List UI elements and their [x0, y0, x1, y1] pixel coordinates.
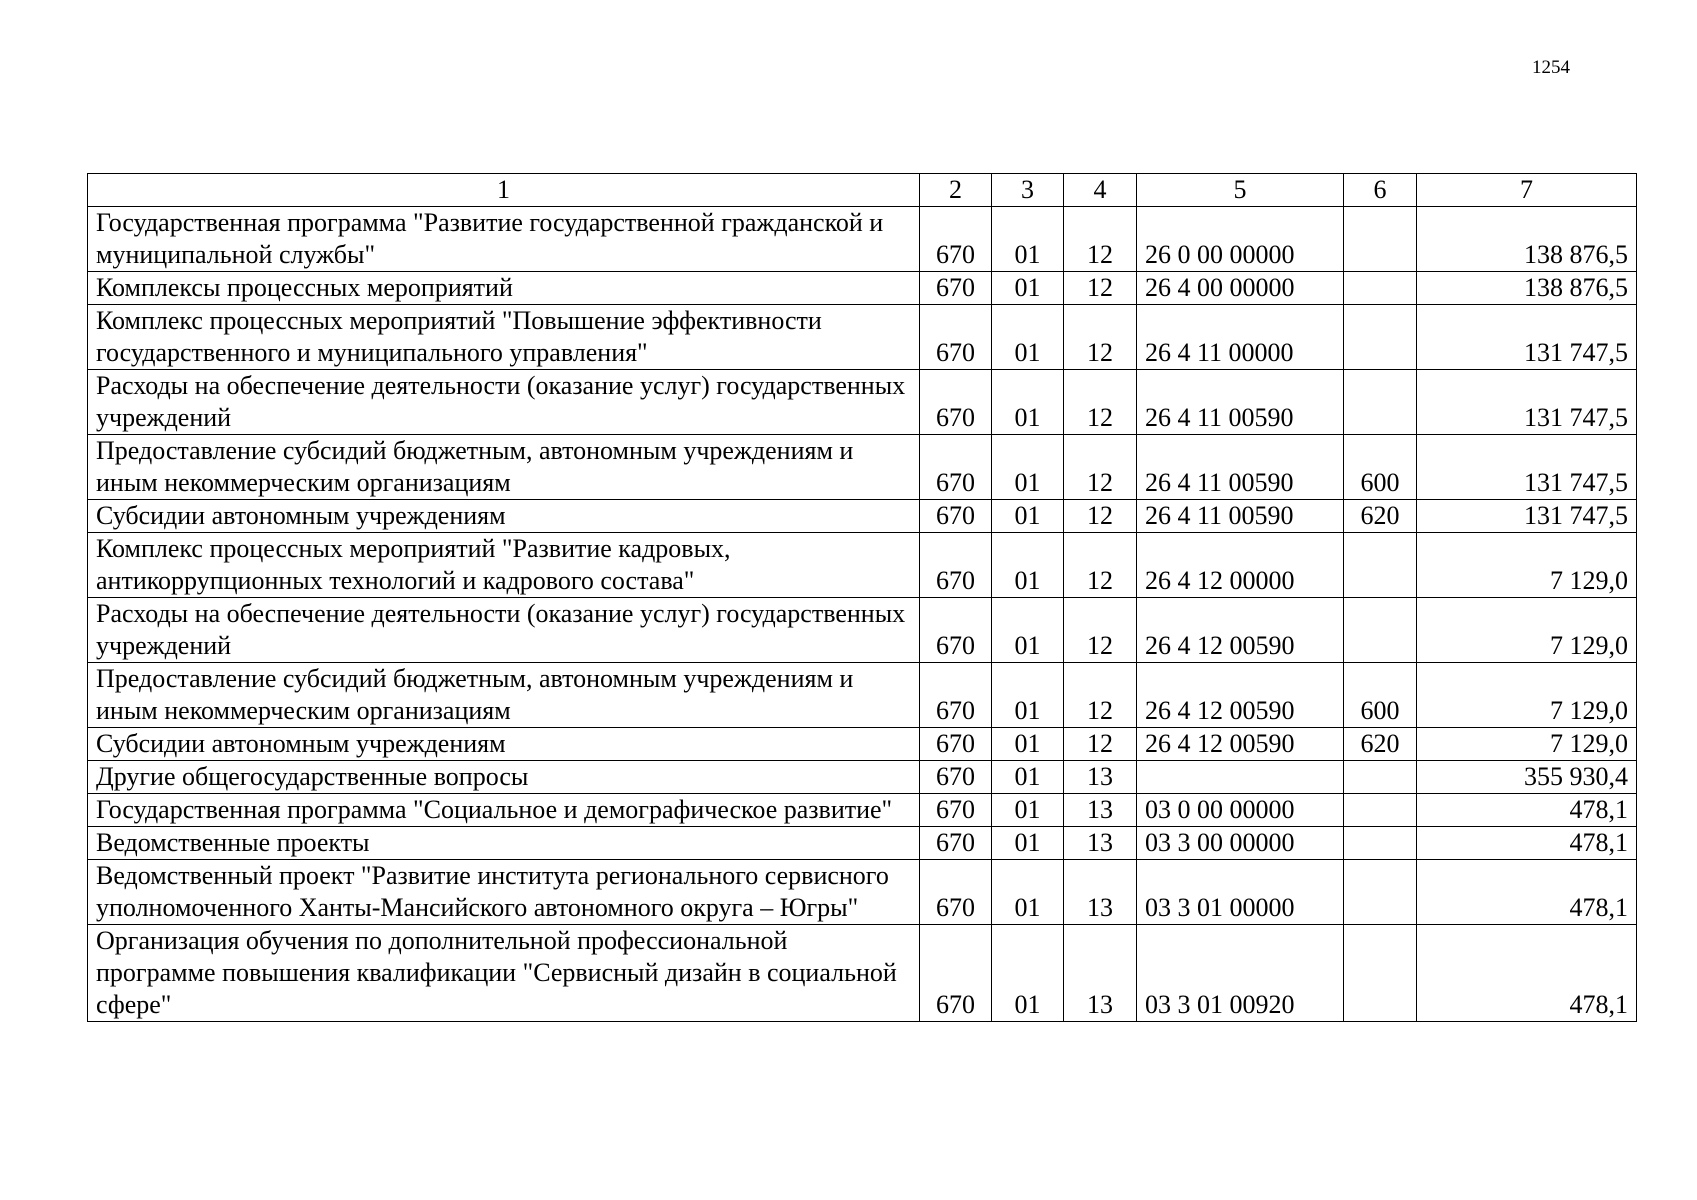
column-header: 1 — [88, 174, 920, 207]
subsection-code-cell: 13 — [1064, 860, 1137, 925]
subsection-code-cell: 12 — [1064, 272, 1137, 305]
expense-name-cell: Расходы на обеспечение деятельности (оказание услуг) государственных учреждений — [88, 370, 920, 435]
grbs-code-cell: 670 — [920, 598, 992, 663]
subsection-code-cell: 12 — [1064, 370, 1137, 435]
subsection-code-cell: 13 — [1064, 925, 1137, 1022]
amount-cell: 7 129,0 — [1417, 728, 1637, 761]
expense-name-cell: Предоставление субсидий бюджетным, автономным учреждениям и иным некоммерческим организациям — [88, 435, 920, 500]
expense-type-cell: 600 — [1344, 435, 1417, 500]
table-row — [88, 663, 1637, 728]
amount-cell: 478,1 — [1417, 827, 1637, 860]
grbs-code-cell: 670 — [920, 827, 992, 860]
target-article-cell: 26 4 12 00590 — [1137, 598, 1344, 663]
section-code-cell: 01 — [992, 533, 1064, 598]
grbs-code-cell: 670 — [920, 794, 992, 827]
expense-type-cell — [1344, 207, 1417, 272]
table-row — [88, 728, 1637, 761]
amount-cell: 7 129,0 — [1417, 598, 1637, 663]
amount-cell: 478,1 — [1417, 794, 1637, 827]
target-article-cell: 03 3 01 00920 — [1137, 925, 1344, 1022]
expense-name-cell: Комплексы процессных мероприятий — [88, 272, 920, 305]
grbs-code-cell: 670 — [920, 925, 992, 1022]
table-row — [88, 370, 1637, 435]
subsection-code-cell: 12 — [1064, 663, 1137, 728]
grbs-code-cell: 670 — [920, 761, 992, 794]
section-code-cell: 01 — [992, 860, 1064, 925]
expense-name-cell: Государственная программа "Развитие государственной гражданской и муниципальной службы" — [88, 207, 920, 272]
target-article-cell: 03 3 00 00000 — [1137, 827, 1344, 860]
expense-name-cell: Ведомственный проект "Развитие института регионального сервисного уполномоченного Ханты-Мансийского автономного округа – Югры" — [88, 860, 920, 925]
expense-type-cell — [1344, 761, 1417, 794]
column-header: 3 — [992, 174, 1064, 207]
target-article-cell: 26 4 00 00000 — [1137, 272, 1344, 305]
target-article-cell: 26 4 11 00590 — [1137, 370, 1344, 435]
expense-type-cell — [1344, 272, 1417, 305]
column-header: 6 — [1344, 174, 1417, 207]
subsection-code-cell: 12 — [1064, 598, 1137, 663]
grbs-code-cell: 670 — [920, 500, 992, 533]
grbs-code-cell: 670 — [920, 370, 992, 435]
subsection-code-cell: 12 — [1064, 207, 1137, 272]
section-code-cell: 01 — [992, 207, 1064, 272]
subsection-code-cell: 12 — [1064, 435, 1137, 500]
expense-type-cell — [1344, 794, 1417, 827]
amount-cell: 138 876,5 — [1417, 207, 1637, 272]
table-row — [88, 435, 1637, 500]
budget-table — [87, 173, 1637, 1022]
expense-name-cell: Предоставление субсидий бюджетным, автономным учреждениям и иным некоммерческим организациям — [88, 663, 920, 728]
expense-type-cell — [1344, 305, 1417, 370]
expense-name-cell: Другие общегосударственные вопросы — [88, 761, 920, 794]
table-row — [88, 925, 1637, 1022]
table-row — [88, 598, 1637, 663]
amount-cell: 131 747,5 — [1417, 370, 1637, 435]
section-code-cell: 01 — [992, 761, 1064, 794]
table-row — [88, 207, 1637, 272]
amount-cell: 131 747,5 — [1417, 500, 1637, 533]
amount-cell: 131 747,5 — [1417, 435, 1637, 500]
expense-name-cell: Комплекс процессных мероприятий "Развитие кадровых, антикоррупционных технологий и кадрового состава" — [88, 533, 920, 598]
subsection-code-cell: 12 — [1064, 533, 1137, 598]
section-code-cell: 01 — [992, 272, 1064, 305]
expense-type-cell — [1344, 860, 1417, 925]
grbs-code-cell: 670 — [920, 305, 992, 370]
expense-type-cell — [1344, 533, 1417, 598]
column-number-row — [88, 174, 1637, 207]
amount-cell: 7 129,0 — [1417, 533, 1637, 598]
section-code-cell: 01 — [992, 598, 1064, 663]
amount-cell: 478,1 — [1417, 860, 1637, 925]
target-article-cell: 03 0 00 00000 — [1137, 794, 1344, 827]
column-header: 2 — [920, 174, 992, 207]
target-article-cell: 26 4 12 00000 — [1137, 533, 1344, 598]
subsection-code-cell: 13 — [1064, 827, 1137, 860]
expense-type-cell: 620 — [1344, 500, 1417, 533]
expense-type-cell — [1344, 925, 1417, 1022]
grbs-code-cell: 670 — [920, 435, 992, 500]
amount-cell: 478,1 — [1417, 925, 1637, 1022]
expense-name-cell: Расходы на обеспечение деятельности (оказание услуг) государственных учреждений — [88, 598, 920, 663]
table-row — [88, 860, 1637, 925]
expense-name-cell: Организация обучения по дополнительной профессиональной программе повышения квалификации "Сервисный дизайн в социальной сфере" — [88, 925, 920, 1022]
table-row — [88, 305, 1637, 370]
column-header: 4 — [1064, 174, 1137, 207]
expense-type-cell — [1344, 827, 1417, 860]
amount-cell: 7 129,0 — [1417, 663, 1637, 728]
table-row — [88, 272, 1637, 305]
expense-type-cell: 620 — [1344, 728, 1417, 761]
target-article-cell — [1137, 761, 1344, 794]
amount-cell: 131 747,5 — [1417, 305, 1637, 370]
expense-type-cell — [1344, 370, 1417, 435]
target-article-cell: 26 4 11 00590 — [1137, 500, 1344, 533]
subsection-code-cell: 12 — [1064, 305, 1137, 370]
column-header: 7 — [1417, 174, 1637, 207]
target-article-cell: 26 4 12 00590 — [1137, 663, 1344, 728]
grbs-code-cell: 670 — [920, 207, 992, 272]
target-article-cell: 26 0 00 00000 — [1137, 207, 1344, 272]
section-code-cell: 01 — [992, 827, 1064, 860]
section-code-cell: 01 — [992, 500, 1064, 533]
amount-cell: 355 930,4 — [1417, 761, 1637, 794]
target-article-cell: 26 4 11 00000 — [1137, 305, 1344, 370]
expense-type-cell — [1344, 598, 1417, 663]
section-code-cell: 01 — [992, 435, 1064, 500]
subsection-code-cell: 12 — [1064, 500, 1137, 533]
grbs-code-cell: 670 — [920, 663, 992, 728]
subsection-code-cell: 13 — [1064, 761, 1137, 794]
expense-name-cell: Государственная программа "Социальное и демографическое развитие" — [88, 794, 920, 827]
amount-cell: 138 876,5 — [1417, 272, 1637, 305]
expense-name-cell: Ведомственные проекты — [88, 827, 920, 860]
target-article-cell: 26 4 11 00590 — [1137, 435, 1344, 500]
target-article-cell: 03 3 01 00000 — [1137, 860, 1344, 925]
subsection-code-cell: 12 — [1064, 728, 1137, 761]
table-row — [88, 533, 1637, 598]
target-article-cell: 26 4 12 00590 — [1137, 728, 1344, 761]
expense-type-cell: 600 — [1344, 663, 1417, 728]
table-row — [88, 794, 1637, 827]
table-body — [88, 207, 1637, 1022]
expense-name-cell: Субсидии автономным учреждениям — [88, 728, 920, 761]
expense-name-cell: Комплекс процессных мероприятий "Повышение эффективности государственного и муниципального управления" — [88, 305, 920, 370]
table-row — [88, 761, 1637, 794]
section-code-cell: 01 — [992, 370, 1064, 435]
grbs-code-cell: 670 — [920, 728, 992, 761]
column-header: 5 — [1137, 174, 1344, 207]
grbs-code-cell: 670 — [920, 533, 992, 598]
subsection-code-cell: 13 — [1064, 794, 1137, 827]
grbs-code-cell: 670 — [920, 860, 992, 925]
section-code-cell: 01 — [992, 925, 1064, 1022]
section-code-cell: 01 — [992, 663, 1064, 728]
section-code-cell: 01 — [992, 728, 1064, 761]
expense-name-cell: Субсидии автономным учреждениям — [88, 500, 920, 533]
table-row — [88, 827, 1637, 860]
page-number: 1254 — [1532, 57, 1570, 78]
section-code-cell: 01 — [992, 305, 1064, 370]
section-code-cell: 01 — [992, 794, 1064, 827]
table-row — [88, 500, 1637, 533]
grbs-code-cell: 670 — [920, 272, 992, 305]
